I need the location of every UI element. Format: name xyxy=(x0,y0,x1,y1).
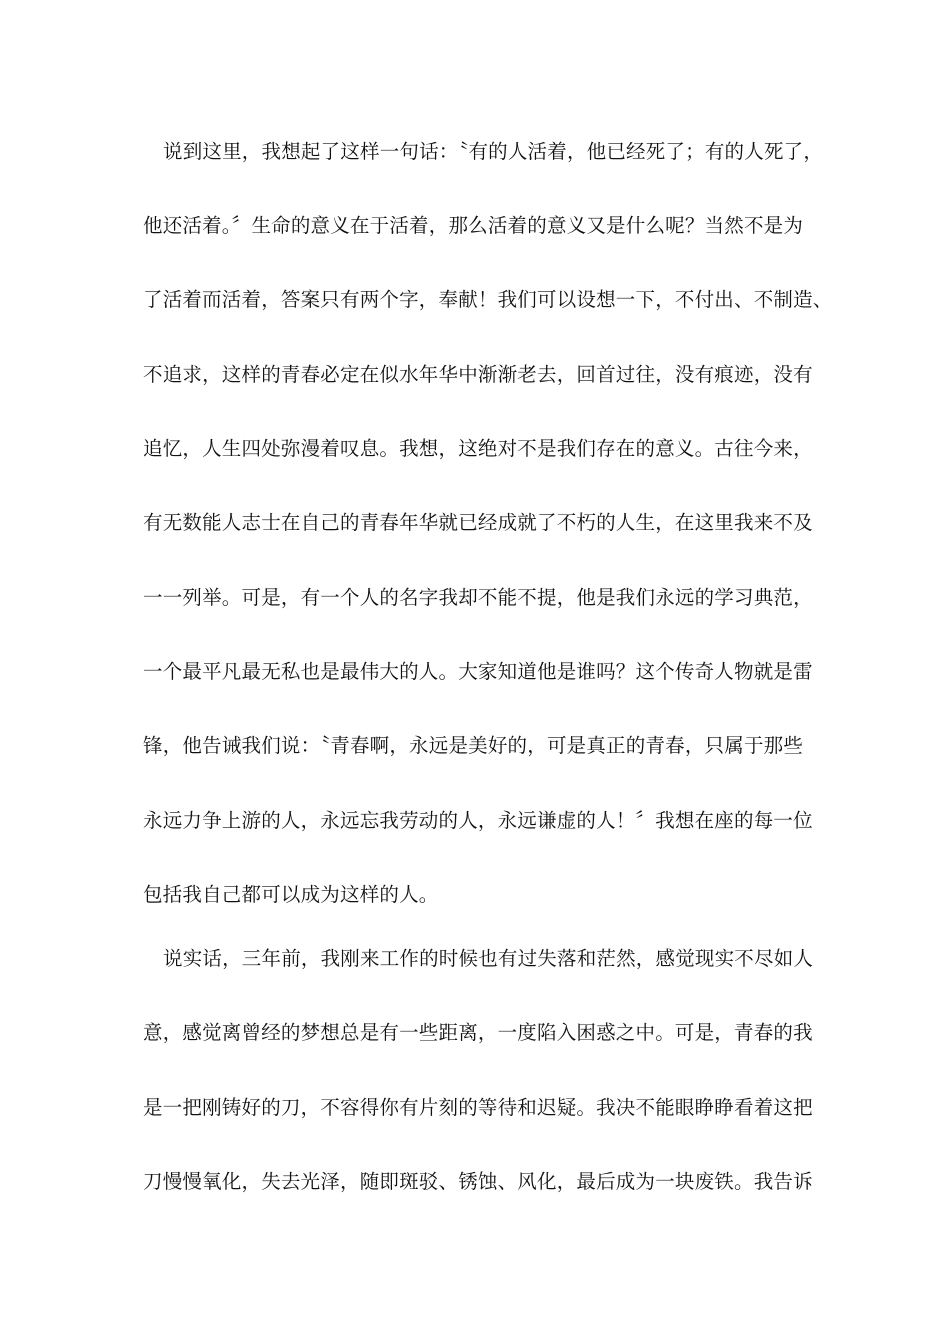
paragraph-1-line-8: 一个最平凡最无私也是最伟大的人。大家知道他是谁吗？这个传奇人物就是雷 xyxy=(143,660,813,683)
paragraph-1-line-3: 了活着而活着，答案只有两个字，奉献！我们可以设想一下，不付出、不制造、 xyxy=(143,288,833,311)
paragraph-2-line-4: 刀慢慢氧化，失去光泽，随即斑驳、锈蚀、风化，最后成为一块废铁。我告诉 xyxy=(143,1170,813,1193)
paragraph-2-line-3: 是一把刚铸好的刀，不容得你有片刻的等待和迟疑。我决不能眼睁睁看着这把 xyxy=(143,1096,813,1119)
paragraph-1-line-5: 追忆，人生四处弥漫着叹息。我想，这绝对不是我们存在的意义。古往今来， xyxy=(143,437,813,460)
paragraph-1-line-7: 一一列举。可是，有一个人的名字我却不能不提，他是我们永远的学习典范， xyxy=(143,586,813,609)
paragraph-2-line-2: 意，感觉离曾经的梦想总是有一些距离，一度陷入困惑之中。可是，青春的我 xyxy=(143,1021,813,1044)
paragraph-1-line-2: 他还活着。〞生命的意义在于活着，那么活着的意义又是什么呢？当然不是为 xyxy=(143,214,804,237)
paragraph-1-line-9: 锋，他告诫我们说：〝青春啊，永远是美好的，可是真正的青春，只属于那些 xyxy=(143,734,804,757)
paragraph-1-line-10: 永远力争上游的人，永远忘我劳动的人，永远谦虚的人！〞我想在座的每一位 xyxy=(143,809,813,832)
paragraph-1-line-4: 不追求，这样的青春必定在似水年华中渐渐老去，回首过往，没有痕迹，没有 xyxy=(143,363,813,386)
paragraph-2-line-1: 说实话，三年前，我刚来工作的时候也有过失落和茫然，感觉现实不尽如人 xyxy=(163,947,814,970)
paragraph-1-line-6: 有无数能人志士在自己的青春年华就已经成就了不朽的人生，在这里我来不及 xyxy=(143,511,813,534)
paragraph-1-line-1: 说到这里，我想起了这样一句话：〝有的人活着，他已经死了；有的人死了， xyxy=(163,140,824,163)
paragraph-1-line-11: 包括我自己都可以成为这样的人。 xyxy=(143,883,439,906)
